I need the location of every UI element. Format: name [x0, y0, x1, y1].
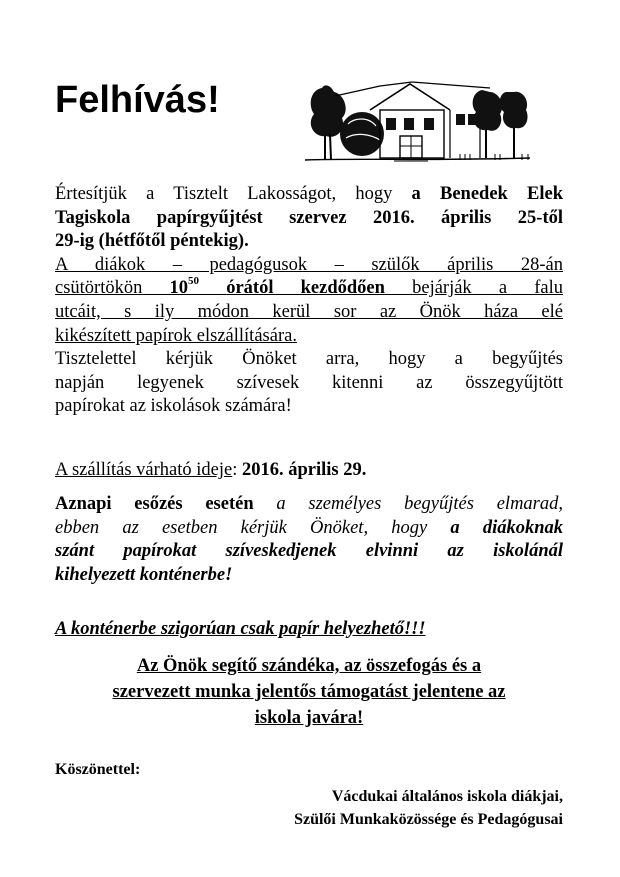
signature-block — [294, 785, 563, 831]
start-minute: 50 — [188, 275, 200, 288]
text-fragment: Értesítjük a Tisztelt Lakosságot, hogy — [55, 184, 412, 204]
text-line: szervezett munka jelentős támogatást jelentene az — [112, 682, 506, 702]
school-name: a Benedek Elek — [411, 184, 563, 204]
text-line: iskola javára! — [254, 708, 364, 728]
transport-date: 2016. április 29. — [242, 460, 367, 480]
signature-line: Vácdukai általános iskola diákjai, — [331, 788, 563, 805]
page-title: Felhívás! — [55, 79, 220, 121]
support-message — [55, 653, 563, 731]
text-line: kihelyezett konténerbe! — [55, 564, 233, 585]
text-fragment: Aznapi esőzés esetén — [55, 494, 254, 514]
rain-notice-paragraph — [55, 493, 563, 587]
transport-date-line — [55, 458, 366, 482]
text-fragment: csütörtökön — [55, 278, 143, 299]
text-line: A diákok – pedagógusok – szülők április 28-án — [55, 254, 563, 275]
separator: : — [232, 460, 242, 480]
text-line: Tisztelettel kérjük Önöket arra, hogy a begyűjtés — [55, 349, 563, 370]
text-fragment: órától kezdődően — [226, 278, 385, 299]
text-line — [55, 183, 563, 207]
start-time — [169, 275, 200, 299]
text-line: 29-ig (hétfőtől péntekig). — [55, 231, 249, 252]
text-line — [55, 517, 563, 541]
text-fragment: ebben az esetben kérjük Önöket, hogy — [55, 517, 451, 538]
signature-line: Szülői Munkaközössége és Pedagógusai — [294, 811, 563, 828]
closing-thanks: Köszönettel: — [55, 761, 141, 778]
announcement-paragraph — [55, 183, 563, 419]
text-line: Az Önök segítő szándéka, az összefogás és a — [136, 656, 482, 676]
paper-only-warning: A konténerbe szigorúan csak papír helyezhető!!! — [55, 619, 426, 639]
text-line: szánt papírokat szíveskedjenek elvinni az iskolánál — [55, 541, 563, 562]
text-line — [55, 493, 563, 517]
text-fragment: a diákoknak — [450, 517, 563, 538]
text-line — [55, 277, 563, 301]
transport-label: A szállítás várható ideje — [55, 460, 233, 480]
text-line: kikészített papírok elszállítására. — [55, 325, 297, 346]
text-line: napján legyenek szívesek kitenni az összegyűjtött — [55, 372, 563, 393]
text-fragment: a személyes begyűjtés elmarad, — [253, 494, 563, 514]
text-line: papírokat az iskolások számára! — [55, 396, 292, 417]
text-fragment: bejárják a falu — [412, 278, 563, 299]
text-line: Tagiskola papírgyűjtést szervez 2016. április 25-től — [55, 207, 563, 228]
school-building-drawing-icon — [300, 68, 535, 168]
text-line: utcáit, s ily módon kerül sor az Önök háza elé — [55, 301, 563, 322]
start-hour: 10 — [169, 278, 189, 299]
